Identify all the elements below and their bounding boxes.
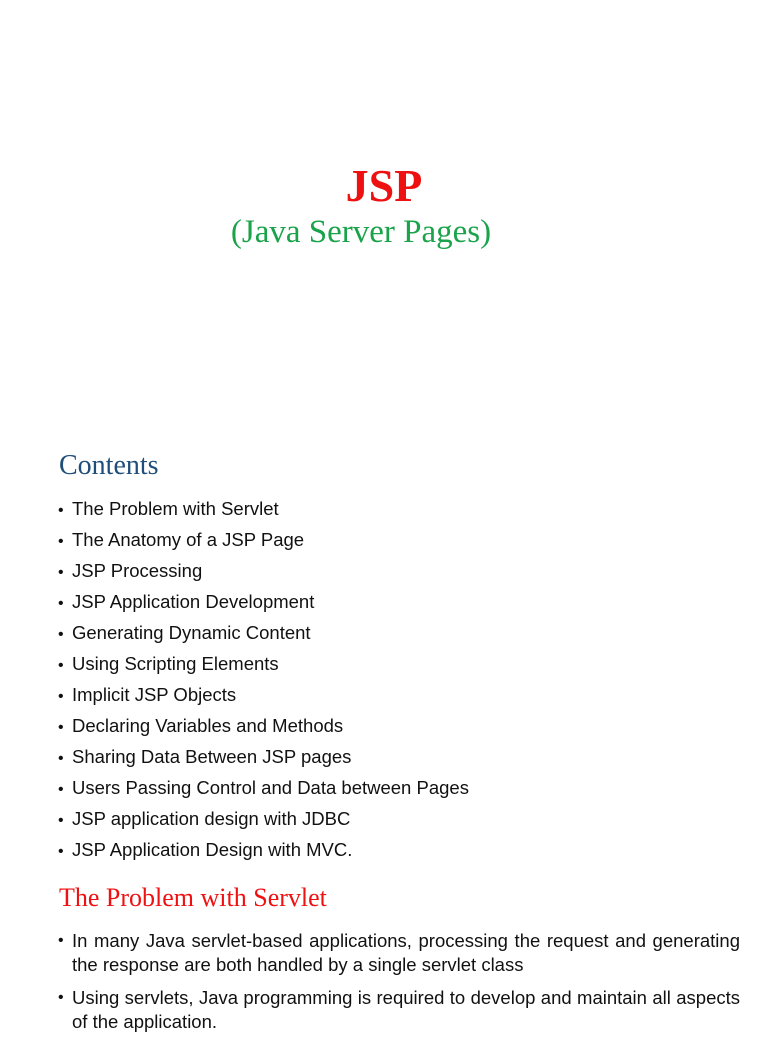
contents-item-label: JSP Application Design with MVC. <box>72 839 353 860</box>
problem-section-heading: The Problem with Servlet <box>59 883 327 912</box>
bullet-icon: • <box>58 932 64 949</box>
bullet-icon: • <box>58 564 64 581</box>
document-title: JSP <box>345 160 423 211</box>
contents-item-label: The Anatomy of a JSP Page <box>72 529 305 550</box>
contents-item <box>58 741 469 772</box>
contents-item-label: JSP Processing <box>72 560 203 581</box>
document-subtitle <box>0 210 722 254</box>
contents-heading: Contents <box>59 450 159 481</box>
contents-item <box>58 524 469 555</box>
bullet-icon: • <box>58 750 64 767</box>
bullet-icon: • <box>58 657 64 674</box>
contents-item <box>58 834 469 865</box>
problem-paragraph-list <box>58 929 740 1043</box>
problem-paragraph <box>58 986 740 1034</box>
problem-paragraph-text: In many Java servlet-based applications, processing the request and generating the response are both handled by a single servlet class <box>72 930 740 975</box>
contents-item-label: The Problem with Servlet <box>72 498 279 519</box>
contents-item <box>58 679 469 710</box>
problem-paragraph <box>58 929 740 977</box>
contents-item <box>58 772 469 803</box>
contents-item-label: Users Passing Control and Data between Pages <box>72 777 469 798</box>
bullet-icon: • <box>58 719 64 736</box>
bullet-icon: • <box>58 626 64 643</box>
bullet-icon: • <box>58 843 64 860</box>
problem-paragraph-text: Using servlets, Java programming is required to develop and maintain all aspects of the application. <box>72 987 740 1032</box>
contents-item-label: JSP Application Development <box>72 591 315 612</box>
contents-item-label: Generating Dynamic Content <box>72 622 311 643</box>
contents-item <box>58 555 469 586</box>
contents-item <box>58 648 469 679</box>
bullet-icon: • <box>58 989 64 1006</box>
contents-item-label: JSP application design with JDBC <box>72 808 351 829</box>
bullet-icon: • <box>58 502 64 519</box>
bullet-icon: • <box>58 781 64 798</box>
contents-item-label: Using Scripting Elements <box>72 653 279 674</box>
bullet-icon: • <box>58 595 64 612</box>
contents-item-label: Implicit JSP Objects <box>72 684 237 705</box>
contents-item-label: Declaring Variables and Methods <box>72 715 344 736</box>
bullet-icon: • <box>58 812 64 829</box>
contents-list <box>58 493 469 865</box>
contents-item <box>58 493 469 524</box>
bullet-icon: • <box>58 533 64 550</box>
contents-item <box>58 803 469 834</box>
contents-item-label: Sharing Data Between JSP pages <box>72 746 352 767</box>
contents-item <box>58 617 469 648</box>
contents-item <box>58 586 469 617</box>
bullet-icon: • <box>58 688 64 705</box>
document-subtitle-text: (Java Server Pages) <box>230 214 492 250</box>
contents-item <box>58 710 469 741</box>
